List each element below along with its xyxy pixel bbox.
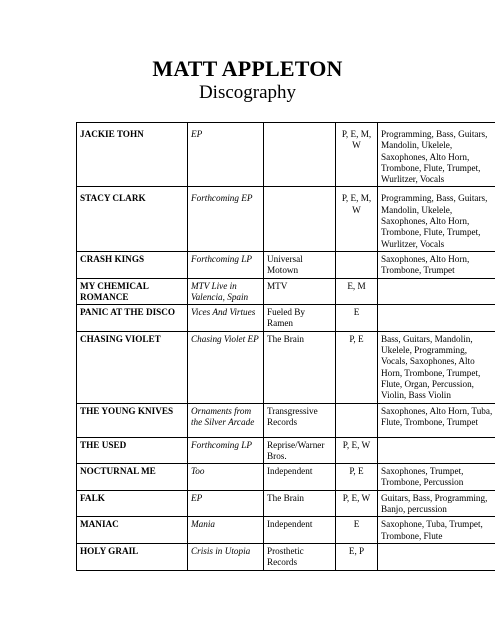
label-cell: The Brain	[264, 490, 336, 517]
role-cell: E, P	[336, 543, 378, 570]
table-row	[77, 403, 495, 437]
label-cell: The Brain	[264, 331, 336, 403]
discography-table	[76, 122, 495, 571]
label-cell: Fueled By Ramen	[264, 305, 336, 332]
table-row	[77, 517, 495, 544]
artist-cell: NOCTURNAL ME	[77, 464, 188, 491]
label-cell: Universal Motown	[264, 251, 336, 278]
artist-cell: THE USED	[77, 437, 188, 464]
table-row	[77, 278, 495, 305]
table-row	[77, 490, 495, 517]
project-cell: EP	[188, 123, 264, 187]
table-row	[77, 331, 495, 403]
role-cell: P, E	[336, 331, 378, 403]
artist-cell: CHASING VIOLET	[77, 331, 188, 403]
instruments-cell	[378, 543, 495, 570]
instruments-cell	[378, 437, 495, 464]
table-row	[77, 437, 495, 464]
project-cell: Forthcoming LP	[188, 251, 264, 278]
instruments-cell: Bass, Guitars, Mandolin, Ukelele, Programming, Vocals, Saxophones, Alto Horn, Trombone, Trumpet, Flute, Organ, Percussion, Violin, Bass Violin	[378, 331, 495, 403]
instruments-cell: Guitars, Bass, Programming, Banjo, percussion	[378, 490, 495, 517]
table-row	[77, 543, 495, 570]
artist-cell: JACKIE TOHN	[77, 123, 188, 187]
role-cell: E, M	[336, 278, 378, 305]
instruments-cell: Saxophones, Alto Horn, Tuba, Flute, Trombone, Trumpet	[378, 403, 495, 437]
project-cell: Forthcoming LP	[188, 437, 264, 464]
label-cell: Independent	[264, 517, 336, 544]
label-cell	[264, 123, 336, 187]
artist-cell: CRASH KINGS	[77, 251, 188, 278]
role-cell: P, E, M, W	[336, 123, 378, 187]
label-cell: Independent	[264, 464, 336, 491]
page-title: MATT APPLETON	[152, 56, 343, 81]
role-cell: P, E, W	[336, 437, 378, 464]
label-cell: Reprise/Warner Bros.	[264, 437, 336, 464]
document-header	[0, 56, 495, 104]
instruments-cell: Programming, Bass, Guitars, Mandolin, Ukelele, Saxophones, Alto Horn, Trombone, Flute, Trumpet, Wurlitzer, Vocals	[378, 123, 495, 187]
project-cell: Chasing Violet EP	[188, 331, 264, 403]
instruments-cell	[378, 305, 495, 332]
label-cell	[264, 187, 336, 251]
artist-cell: STACY CLARK	[77, 187, 188, 251]
project-cell: MTV Live in Valencia, Spain	[188, 278, 264, 305]
table-row	[77, 123, 495, 187]
table-row	[77, 187, 495, 251]
project-cell: Too	[188, 464, 264, 491]
page-subtitle: Discography	[198, 82, 297, 103]
artist-cell: PANIC AT THE DISCO	[77, 305, 188, 332]
artist-cell: MANIAC	[77, 517, 188, 544]
instruments-cell: Saxophones, Alto Horn, Trombone, Trumpet	[378, 251, 495, 278]
role-cell: P, E, W	[336, 490, 378, 517]
label-cell: Prosthetic Records	[264, 543, 336, 570]
role-cell: E	[336, 517, 378, 544]
role-cell: E	[336, 305, 378, 332]
project-cell: Forthcoming EP	[188, 187, 264, 251]
artist-cell: MY CHEMICAL ROMANCE	[77, 278, 188, 305]
role-cell: P, E, M, W	[336, 187, 378, 251]
instruments-cell: Saxophone, Tuba, Trumpet, Trombone, Flute	[378, 517, 495, 544]
instruments-cell: Programming, Bass, Guitars, Mandolin, Ukelele, Saxophones, Alto Horn, Trombone, Flute, Trumpet, Wurlitzer, Vocals	[378, 187, 495, 251]
role-cell	[336, 403, 378, 437]
artist-cell: THE YOUNG KNIVES	[77, 403, 188, 437]
discography-table-body	[77, 123, 495, 571]
table-row	[77, 464, 495, 491]
project-cell: Mania	[188, 517, 264, 544]
label-cell: MTV	[264, 278, 336, 305]
table-row	[77, 305, 495, 332]
label-cell: Transgressive Records	[264, 403, 336, 437]
project-cell: Ornaments from the Silver Arcade	[188, 403, 264, 437]
project-cell: EP	[188, 490, 264, 517]
instruments-cell	[378, 278, 495, 305]
instruments-cell: Saxophones, Trumpet, Trombone, Percussion	[378, 464, 495, 491]
project-cell: Crisis in Utopia	[188, 543, 264, 570]
project-cell: Vices And Virtues	[188, 305, 264, 332]
table-row	[77, 251, 495, 278]
role-cell: P, E	[336, 464, 378, 491]
artist-cell: FALK	[77, 490, 188, 517]
artist-cell: HOLY GRAIL	[77, 543, 188, 570]
role-cell	[336, 251, 378, 278]
